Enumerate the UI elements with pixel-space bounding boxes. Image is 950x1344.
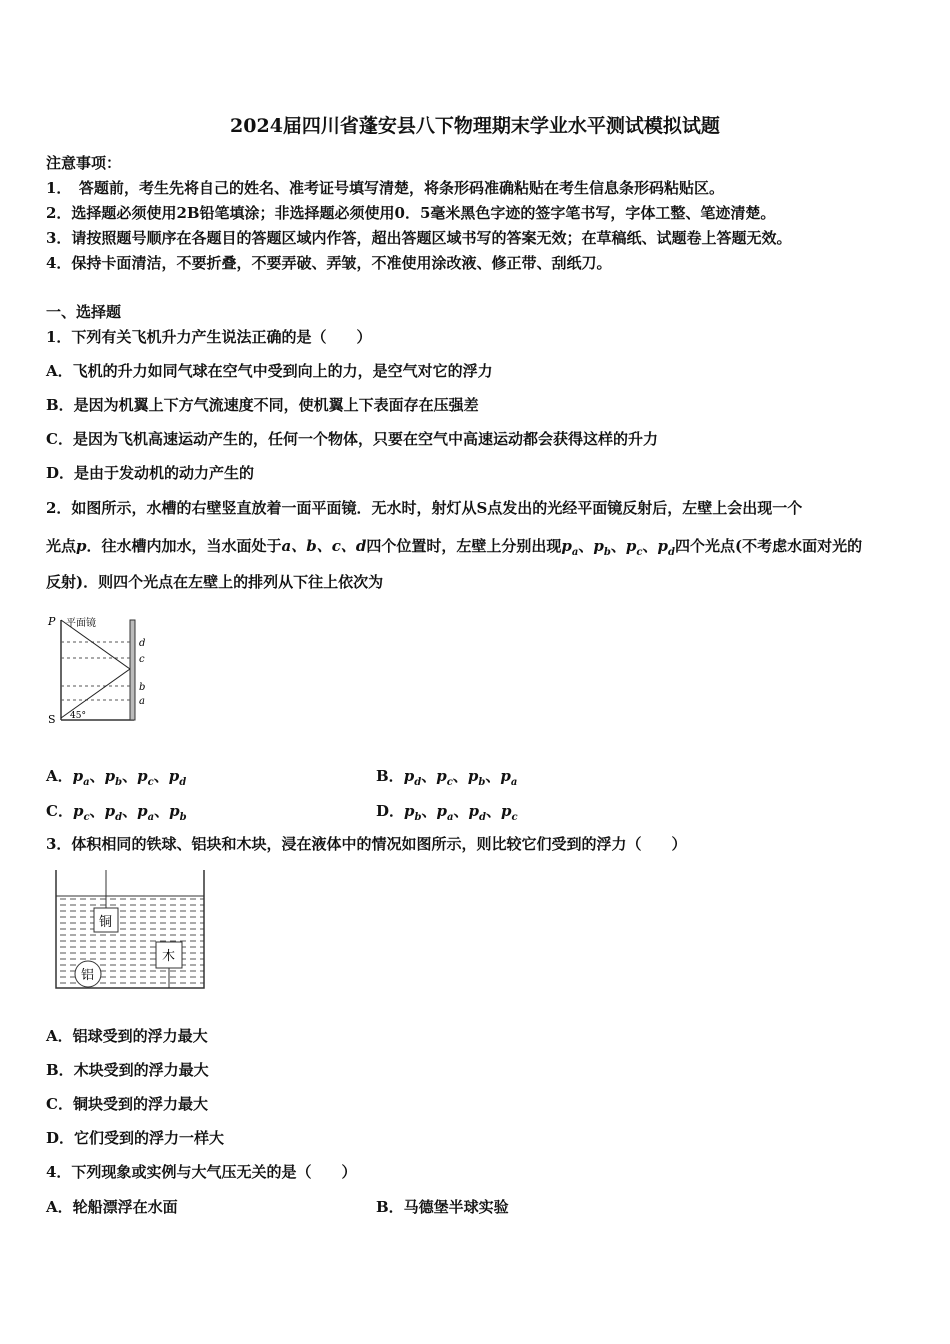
- question-stem: 1．下列有关飞机升力产生说法正确的是（ ）: [46, 328, 372, 346]
- notice-heading: 注意事项：: [46, 154, 122, 172]
- level-a: a: [139, 696, 145, 707]
- notice-item: 4．保持卡面清洁，不要折叠，不要弄破、弄皱，不准使用涂改液、修正带、刮纸刀。: [46, 254, 612, 272]
- option-d: D．它们受到的浮力一样大: [46, 1129, 225, 1147]
- question-stem-line3: 反射)．则四个光点在左壁上的排列从下往上依次为: [46, 573, 384, 591]
- option-c: C．$p_c$、$p_d$、$p_a$、$p_b$: [46, 802, 187, 823]
- question-stem: 4．下列现象或实例与大气压无关的是（ ）: [46, 1163, 357, 1181]
- section-heading: 一、选择题: [46, 303, 122, 321]
- label-angle: 45°: [70, 711, 86, 721]
- light-point: $p_a$: [500, 767, 518, 788]
- light-point: $p_a$: [561, 537, 579, 558]
- buoyancy-tank-figure: [50, 866, 210, 994]
- light-point: $p_b$: [593, 537, 611, 558]
- notice-item: 3．请按照题号顺序在各题目的答题区域内作答，超出答题区域书写的答案无效；在草稿纸、试题卷上答题无效。: [46, 229, 792, 247]
- option-b: B．马德堡半球实验: [376, 1198, 509, 1216]
- label-p: P: [48, 615, 56, 628]
- mirror-tank-figure: [44, 612, 154, 724]
- light-point: $p_b$: [104, 767, 123, 788]
- option-a: A．铝球受到的浮力最大: [46, 1027, 208, 1045]
- label-mirror: 平面镜: [66, 618, 96, 629]
- notice-item: 2．选择题必须使用2B铅笔填涂；非选择题必须使用0．5毫米黑色字迹的签字笔书写，字体工整、笔迹清楚。: [46, 204, 776, 222]
- label-aluminum: 铝: [81, 968, 95, 983]
- option-b: B．木块受到的浮力最大: [46, 1061, 209, 1079]
- level-c: c: [139, 654, 145, 665]
- option-a: A．飞机的升力如同气球在空气中受到向上的力，是空气对它的浮力: [46, 362, 493, 380]
- option-c: C．铜块受到的浮力最大: [46, 1095, 208, 1113]
- option-b: B．是因为机翼上下方气流速度不同，使机翼上下表面存在压强差: [46, 396, 479, 414]
- level-b: b: [139, 682, 146, 693]
- light-point: $p_b$: [169, 802, 187, 823]
- option-d: D．$p_b$、$p_a$、$p_d$、$p_c$: [376, 802, 518, 823]
- light-point: $p_c$: [501, 802, 518, 823]
- question-stem: 2．如图所示，水槽的右壁竖直放着一面平面镜．无水时，射灯从S点发出的光经平面镜反射后，左壁上会出现一个: [46, 499, 803, 517]
- stem-points: $p_a$、$p_b$、$p_c$、$p_d$: [561, 537, 676, 558]
- light-point: $p_d$: [168, 767, 187, 788]
- light-point: $p_a$: [436, 802, 454, 823]
- label-copper: 铜: [99, 915, 113, 930]
- light-point: $p_a$: [72, 767, 90, 788]
- light-point: $p_c$: [625, 537, 643, 558]
- light-point: $p_d$: [468, 802, 487, 823]
- option-d: D．是由于发动机的动力产生的: [46, 464, 255, 482]
- option-a: A．轮船漂浮在水面: [46, 1198, 178, 1216]
- light-point: $p_d$: [403, 767, 422, 788]
- option-c: C．是因为飞机高速运动产生的，任何一个物体，只要在空气中高速运动都会获得这样的升力: [46, 430, 658, 448]
- light-point: $p_d$: [104, 802, 123, 823]
- label-wood: 木: [162, 949, 176, 964]
- page-title: 2024届四川省蓬安县八下物理期末学业水平测试模拟试题: [230, 115, 720, 137]
- option-b: B．$p_d$、$p_c$、$p_b$、$p_a$: [376, 767, 518, 788]
- light-point: $p_b$: [404, 802, 422, 823]
- question-stem: 3．体积相同的铁球、铝块和木块，浸在液体中的情况如图所示，则比较它们受到的浮力（ ）: [46, 835, 687, 853]
- notice-item: 1． 答题前，考生先将自己的姓名、准考证号填写清楚，将条形码准确粘贴在考生信息条形码粘贴区。: [46, 179, 724, 197]
- light-point: $p_c$: [436, 767, 453, 788]
- light-point: $p_a$: [137, 802, 155, 823]
- option-a: A．$p_a$、$p_b$、$p_c$、$p_d$: [46, 767, 187, 788]
- label-s: S: [48, 713, 56, 724]
- light-point: $p_b$: [467, 767, 486, 788]
- light-point: $p_c$: [72, 802, 90, 823]
- light-point: $p_d$: [657, 537, 676, 558]
- question-stem-line2: 光点p．往水槽内加水，当水面处于a、b、c、d四个位置时，左壁上分别出现$p_a$、$p_b$、$p_c$、$p_d$四个光点(不考虑水面对光的: [46, 537, 863, 558]
- light-point: $p_c$: [137, 767, 154, 788]
- level-d: d: [139, 638, 146, 649]
